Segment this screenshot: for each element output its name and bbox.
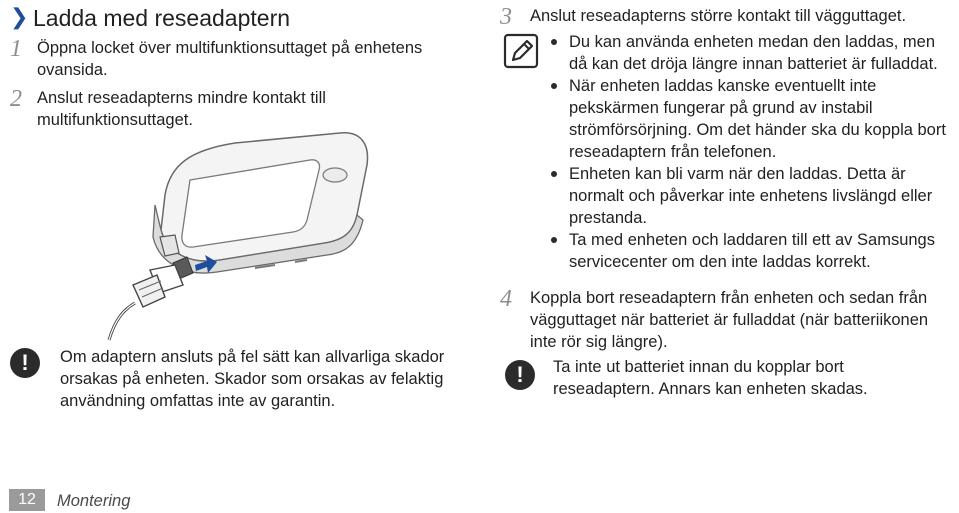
note-pencil-icon	[503, 33, 539, 69]
step-number: 2	[10, 86, 22, 112]
note-item: När enheten laddas kanske eventuellt inte pekskärmen fungerar på grund av instabil strömförsörjning. Om det händer ska du koppla bort reseadaptern från telefonen.	[551, 75, 956, 163]
step-text: Öppna locket över multifunktionsuttaget på enhetens ovansida.	[37, 39, 423, 79]
step-number: 3	[500, 4, 512, 30]
note-item: Ta med enheten och laddaren till ett av Samsungs servicecenter om den inte laddas korrekt.	[551, 229, 956, 273]
step-text: Anslut reseadapterns större kontakt till vägguttaget.	[530, 7, 907, 25]
warning-exclamation-icon: !	[505, 360, 535, 390]
step-text: Koppla bort reseadaptern från enheten och sedan från vägguttaget när batteriet är fulladdat (när batteriikonen inte rör sig längre).	[530, 289, 929, 351]
step-number: 4	[500, 286, 512, 312]
section-chevron-icon: ❯	[10, 4, 29, 29]
note-list	[551, 31, 956, 273]
warning-exclamation-icon: !	[10, 348, 40, 378]
warning-text: Om adaptern ansluts på fel sätt kan allvarliga skador orsakas på enheten. Skador som orsakas av felaktig användning omfattas inte av garantin.	[60, 348, 445, 410]
note-item: Enheten kan bli varm när den laddas. Detta är normalt och påverkar inte enhetens livslängd eller prestanda.	[551, 163, 956, 229]
warning-text: Ta inte ut batteriet innan du kopplar bort reseadaptern. Annars kan enheten skadas.	[553, 358, 868, 398]
step-number: 1	[10, 36, 22, 62]
step-text: Anslut reseadapterns mindre kontakt till multifunktionsuttaget.	[37, 89, 326, 129]
phone-charging-illustration	[95, 125, 385, 345]
page-number: 12	[9, 489, 45, 511]
section-title: Ladda med reseadaptern	[33, 5, 291, 31]
note-item: Du kan använda enheten medan den laddas, men då kan det dröja längre innan batteriet är fulladdat.	[551, 31, 956, 75]
footer-section-name: Montering	[57, 492, 131, 510]
